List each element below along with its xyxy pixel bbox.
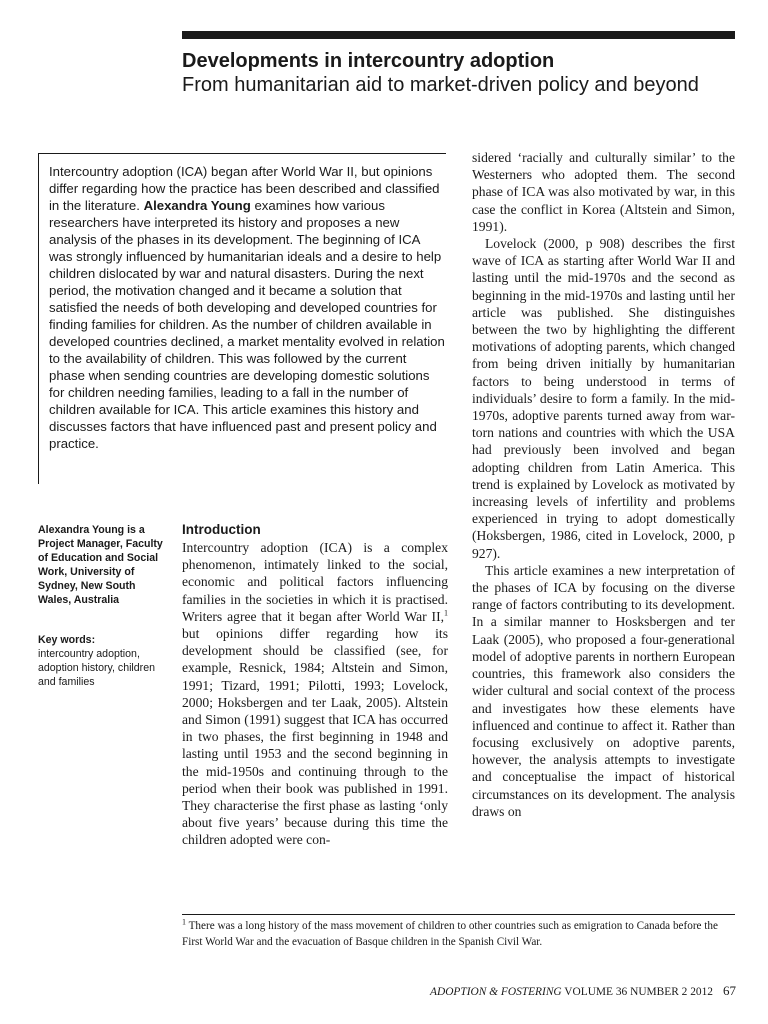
intro-column (182, 521, 448, 849)
abstract-text-part1: Intercountry adoption (ICA) began after World War II, but opinions differ regarding how the practice has been described and classified in the literature. (49, 164, 440, 213)
right-column (472, 149, 735, 820)
intro-text-b: but opinions differ regarding how its development should be classified (see, for example, Resnick, 1984; Altstein and Simon, 1991; Tizard, 1991; Pilotti, 1993; Lovelock, 2000; Hoksbergen and ter Laak, 2005). Altstein and Simon (1991) suggest that ICA has occurred in two phases, the first beginning in 1948 and lasting until 1953 and the second beginning in the mid-1950s and continuing through to the period when their book was published in 1991. They characterise the first phase as lasting ‘only about five years’ because during this time the children adopted were con- (182, 626, 448, 848)
footnote-rule (182, 914, 735, 915)
keywords-heading: Key words: (38, 634, 96, 646)
journal-name: ADOPTION & FOSTERING (430, 986, 562, 998)
article-title: Developments in intercountry adoption (182, 50, 555, 72)
page-footer (430, 983, 736, 999)
footnote-mark: 1 (182, 917, 186, 927)
footnote-text: There was a long history of the mass movement of children to other countries such as emigration to Canada before the First World War and the evacuation of Basque children in the Spanish Civil War. (182, 920, 718, 948)
section-heading-introduction: Introduction (182, 522, 261, 537)
page-number: 67 (723, 983, 736, 998)
author-info: Alexandra Young is a Project Manager, Faculty of Education and Social Work, University of Sydney, New South Wales, Australia (38, 524, 163, 606)
article-subtitle: From humanitarian aid to market-driven policy and beyond (182, 74, 699, 96)
right-paragraph-1: sidered ‘racially and culturally similar’ to the Westerners who adopted them. The second phase of ICA was also motivated by war, in this case the conflict in Korea (Altstein and Simon, 1991). (472, 150, 735, 234)
abstract-box (38, 153, 446, 484)
journal-volume: VOLUME 36 NUMBER 2 2012 (561, 986, 713, 998)
intro-paragraph (182, 539, 448, 849)
abstract-author: Alexandra Young (143, 198, 251, 213)
keywords (38, 633, 168, 689)
keywords-text: intercountry adoption, adoption history, children and families (38, 648, 155, 688)
footnote (182, 918, 735, 950)
footnote-ref: 1 (444, 608, 448, 618)
right-paragraph-3: This article examines a new interpretation of the phases of ICA by focusing on the diverse range of factors contributing to its development. In a similar manner to Hosksbergen and ter Laak (2005), who proposed a four-generational model of adoptive parents in northern European countries, this framework also considers the wider cultural and social context of the process and investigates how these elements have influenced and continue to affect it. Rather than focusing exclusively on adoptive parents, however, the analysis attempts to investigate and conceptualise the impact of historical circumstances on its development. The analysis draws on (472, 562, 735, 819)
header-rule (182, 31, 735, 39)
intro-text-a: Intercountry adoption (ICA) is a complex phenomenon, intimately linked to the social, economic and political factors influencing families in the societies in which it is practised. Writers agree that it began after World War II, (182, 540, 448, 624)
abstract-text-part2: examines how various researchers have interpreted its history and proposes a new analysis of the phases in its development. The beginning of ICA was strongly influenced by humanitarian ideals and a desire to help children dislocated by war and natural disasters. During the next period, the motivation changed and it became a solution that satisfied the needs of both developing and developed countries for finding families for children. As the number of children available in developed countries declined, a market mentality evolved in relation to the availability of children. This was followed by the current phase when sending countries are developing domestic solutions for children needing families, leading to a fall in the number of children available for ICA. This article examines this history and discusses factors that have influenced past and present policy and practice. (49, 198, 445, 451)
right-paragraph-2: Lovelock (2000, p 908) describes the first wave of ICA as starting after World War II and lasting until the mid-1970s and the second as beginning in the mid-1970s and lasting until her article was published. She distinguishes between the two by highlighting the different motivations of adopting parents, which changed from being driven initially by humanitarian factors to being understood in terms of individuals’ desire to form a family. In the mid-1970s, adoptive parents turned away from war-torn nations and countries with which the USA had previously been involved and began adopting children from Latin America. This trend is explained by Lovelock as motivated by increasing levels of infertility and problems experienced in trying to adopt domestically (Hoksbergen, 1986, cited in Lovelock, 2000, p 927). (472, 236, 735, 561)
